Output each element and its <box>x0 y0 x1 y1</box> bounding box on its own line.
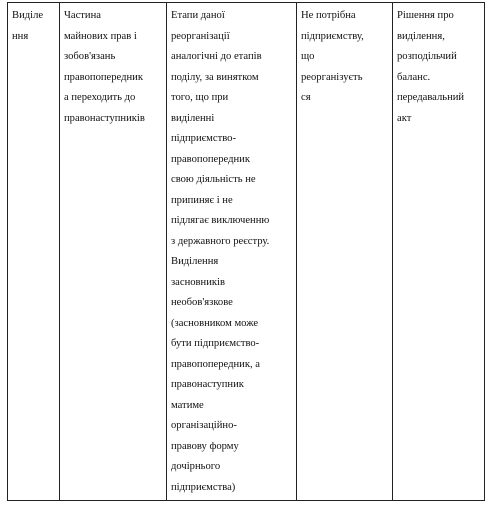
table-row <box>8 3 485 501</box>
cell-stages: Етапи даної реорганізації аналогічні до етапів поділу, за винятком того, що при виділенні підприємство- правопопередник свою діяльність не припиняє і не підлягає виключенню з державного реєстру. Виділення засновників необов'язкове (засновником може бути підприємство- правопопередник, а правонаступник матиме організаційно- правову форму дочірнього підприємства) <box>167 3 297 501</box>
cell-documents: Рішення про виділення, розподільчий баланс. передавальний акт <box>393 3 485 501</box>
cell-consent: Не потрібна підприємству, що реорганізуєть ся <box>297 3 393 501</box>
cell-rights-transfer: Частина майнових прав і зобов'язань правопопередник а переходить до правонаступників <box>60 3 167 501</box>
cell-type: Виділе ння <box>8 3 60 501</box>
reorganization-table <box>7 2 485 501</box>
